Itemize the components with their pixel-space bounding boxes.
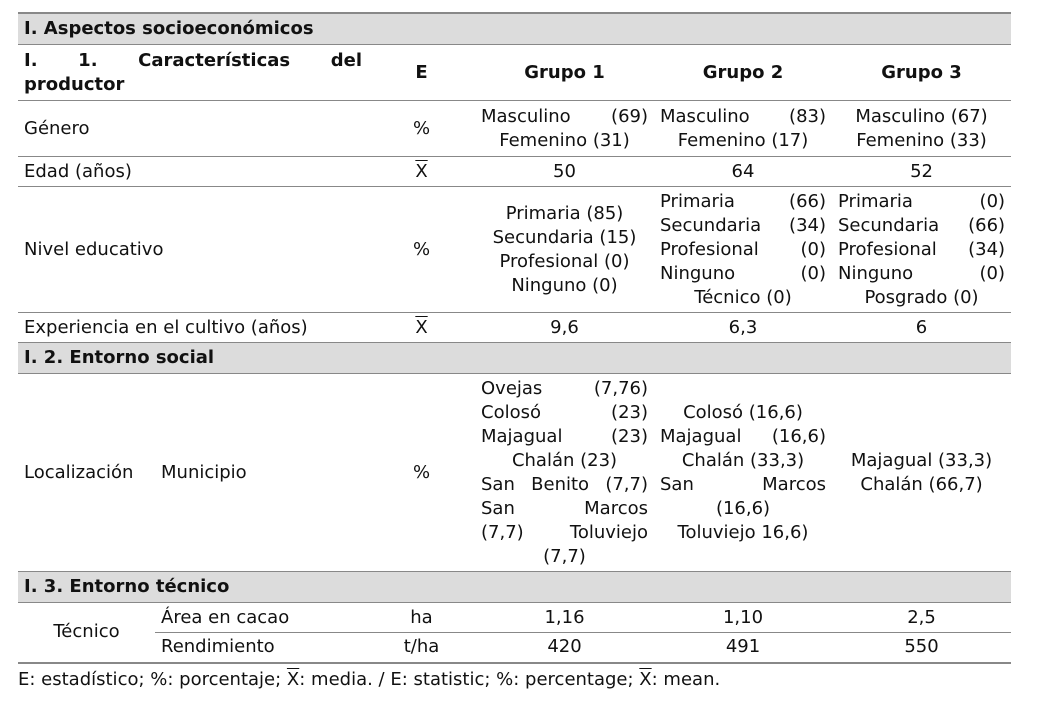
value-line: Masculino (69) — [481, 105, 648, 127]
value-line: Profesional (34) — [838, 238, 1006, 260]
value-line: Femenino (31) — [499, 129, 630, 151]
row-experiencia — [18, 313, 1011, 343]
value-line: Profesional (0) — [499, 250, 630, 272]
statistic-cell — [368, 313, 475, 343]
value-line: Ninguno (0) — [838, 262, 1006, 284]
group-1-cell: 1,16 — [475, 603, 654, 633]
section-header-social — [18, 343, 1011, 374]
value-line: (7,7) — [543, 545, 586, 567]
value-line: Femenino (33) — [856, 129, 987, 151]
section-title: I. 2. Entorno social — [18, 343, 1011, 374]
column-header-group-1: Grupo 1 — [475, 45, 654, 101]
row-sublabel: Área en cacao — [155, 603, 368, 633]
group-3-cell: 2,5 — [832, 603, 1011, 633]
value-line: Primaria (0) — [838, 190, 1006, 212]
group-2-cell — [654, 187, 832, 313]
group-3-cell: 550 — [832, 633, 1011, 663]
row-edad — [18, 157, 1011, 187]
row-label: Nivel educativo — [18, 187, 368, 313]
group-3-cell — [832, 101, 1011, 157]
section-title: I. Aspectos socioeconómicos — [18, 13, 1011, 45]
row-label: Localización — [18, 374, 155, 572]
group-2-cell: 64 — [654, 157, 832, 187]
header-row — [18, 45, 1011, 101]
value-line: Técnico (0) — [694, 286, 792, 308]
value-line: Colosó (23) — [481, 401, 648, 423]
section-header-socioeconomic — [18, 13, 1011, 45]
value-line: Majagual (33,3) — [850, 449, 993, 471]
column-header-e: E — [368, 45, 475, 101]
value-line: Chalán (33,3) — [681, 449, 805, 471]
mean-symbol: $\overline{X}$ — [415, 316, 428, 338]
value-line: San Benito (7,7) — [481, 473, 648, 495]
group-1-cell: 420 — [475, 633, 654, 663]
value-line: Secundaria (15) — [492, 226, 637, 248]
statistic-cell: t/ha — [368, 633, 475, 663]
group-2-cell: 491 — [654, 633, 832, 663]
row-label: Género — [18, 101, 368, 157]
value-line: Ovejas (7,76) — [481, 377, 648, 399]
statistic-cell — [368, 157, 475, 187]
group-2-cell — [654, 101, 832, 157]
value-line: Ninguno (0) — [660, 262, 826, 284]
table-footnote: E: estadístico; %: porcentaje; $\overline{X}$: media. / E: statistic; %: percentage; $\overline{X}$: mean. — [18, 669, 721, 690]
mean-symbol: $\overline{X}$ — [415, 160, 428, 182]
mean-symbol: $\overline{X}$ — [286, 669, 300, 690]
group-3-cell — [832, 187, 1011, 313]
row-group-label: Técnico — [18, 603, 155, 663]
value-line: Femenino (17) — [677, 129, 809, 151]
row-rendimiento — [18, 633, 1011, 663]
statistic-cell: ha — [368, 603, 475, 633]
group-3-cell: 6 — [832, 313, 1011, 343]
group-3-cell — [832, 374, 1011, 572]
statistic-cell: % — [368, 187, 475, 313]
statistic-cell: % — [368, 374, 475, 572]
value-line: San Marcos — [660, 473, 826, 495]
group-1-cell — [475, 374, 654, 572]
socioeconomic-table — [18, 12, 1011, 664]
value-line: Secundaria (66) — [838, 214, 1006, 236]
group-2-cell — [654, 374, 832, 572]
row-sublabel: Municipio — [155, 374, 368, 572]
row-label: Experiencia en el cultivo (años) — [18, 313, 368, 343]
row-nivel-educativo — [18, 187, 1011, 313]
value-line: Chalán (23) — [511, 449, 618, 471]
value-line: Toluviejo 16,6) — [677, 521, 809, 543]
row-localizacion — [18, 374, 1011, 572]
value-line: Majagual (23) — [481, 425, 648, 447]
value-line: Colosó (16,6) — [683, 401, 803, 423]
value-line: (7,7) Toluviejo — [481, 521, 648, 543]
value-line: Primaria (85) — [505, 202, 624, 224]
value-line: Majagual (16,6) — [660, 425, 826, 447]
value-line: Secundaria (34) — [660, 214, 826, 236]
row-genero — [18, 101, 1011, 157]
section-header-technical — [18, 572, 1011, 603]
column-header-group-3: Grupo 3 — [832, 45, 1011, 101]
value-line: Masculino (67) — [855, 105, 988, 127]
statistic-cell: % — [368, 101, 475, 157]
group-2-cell: 1,10 — [654, 603, 832, 633]
value-line: Primaria (66) — [660, 190, 826, 212]
value-line: San Marcos — [481, 497, 648, 519]
value-line: Chalán (66,7) — [860, 473, 983, 495]
column-header-group-2: Grupo 2 — [654, 45, 832, 101]
value-line: Profesional (0) — [660, 238, 826, 260]
group-1-cell: 9,6 — [475, 313, 654, 343]
row-area-cacao — [18, 603, 1011, 633]
group-2-cell: 6,3 — [654, 313, 832, 343]
group-1-cell — [475, 187, 654, 313]
subsection-title-line: I. 1. Características del — [24, 49, 362, 71]
section-title: I. 3. Entorno técnico — [18, 572, 1011, 603]
subsection-title-producer — [18, 45, 368, 101]
mean-symbol: $\overline{X}$ — [639, 669, 652, 690]
group-1-cell — [475, 101, 654, 157]
group-3-cell: 52 — [832, 157, 1011, 187]
group-1-cell: 50 — [475, 157, 654, 187]
value-line: Posgrado (0) — [864, 286, 979, 308]
subsection-title-line: productor — [24, 73, 125, 95]
value-line: Ninguno (0) — [511, 274, 618, 296]
row-label: Edad (años) — [18, 157, 368, 187]
value-line: (16,6) — [715, 497, 771, 519]
value-line: Masculino (83) — [660, 105, 826, 127]
row-sublabel: Rendimiento — [155, 633, 368, 663]
